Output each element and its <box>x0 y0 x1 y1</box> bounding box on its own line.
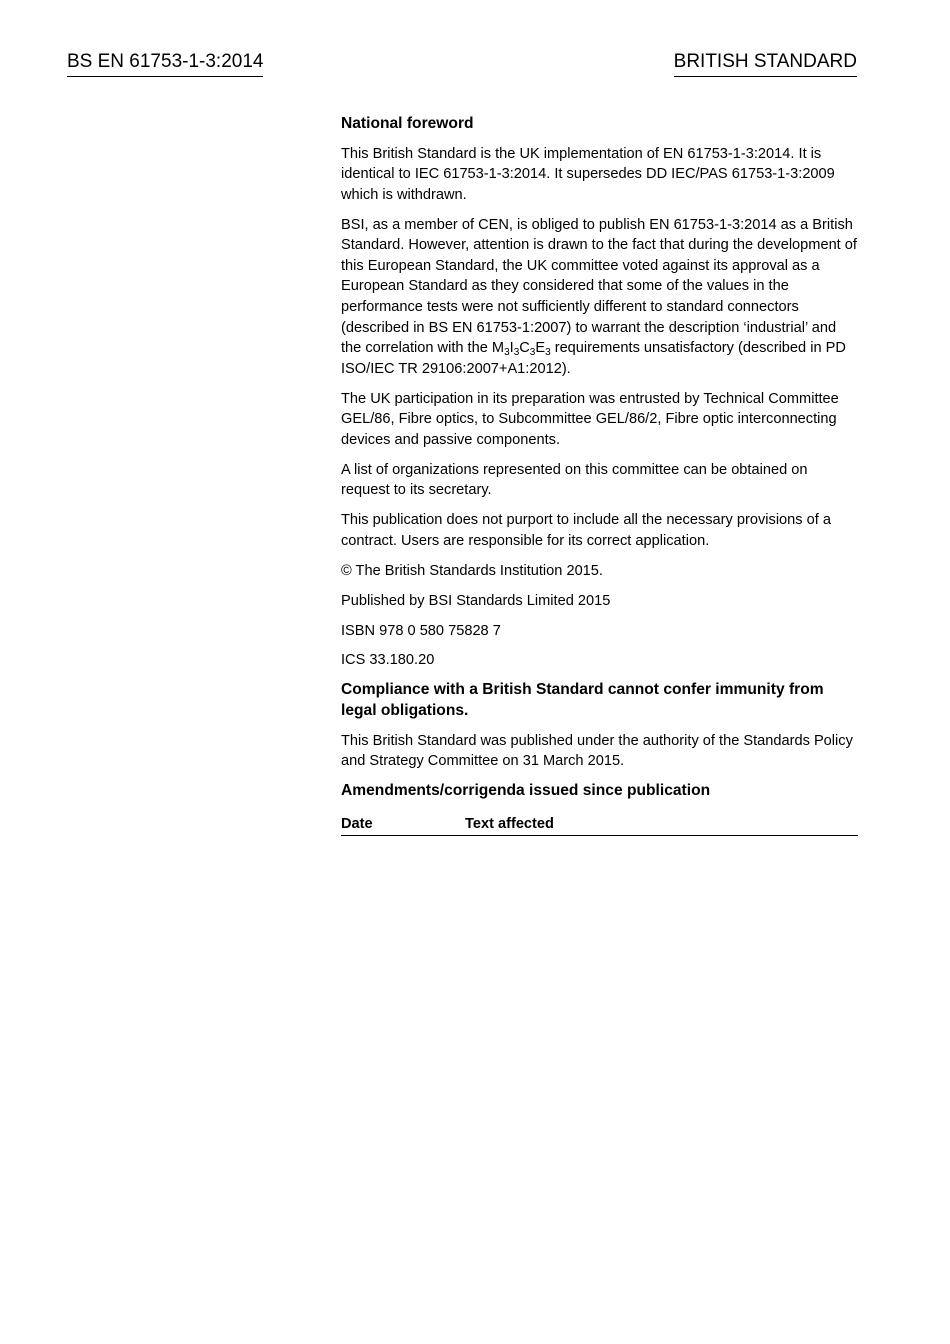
ics-line: ICS 33.180.20 <box>341 652 435 669</box>
copyright-notice: © The British Standards Institution 2015. <box>341 562 603 579</box>
e-subscript: 3 <box>545 347 551 359</box>
foreword-paragraph-committee: The UK participation in its preparation was entrusted by Technical Committee GEL/86, Fibre optics, to Subcommittee GEL/86/2, Fibre optic interconnecting devices and passive components. <box>341 390 839 448</box>
i-subscript: 3 <box>513 347 520 359</box>
foreword-paragraph-cen-obligation <box>341 215 858 380</box>
e-letter: E <box>535 340 546 357</box>
text-affected-column-header: Text affected <box>465 814 858 836</box>
m-subscript: 3 <box>504 347 510 359</box>
foreword-section <box>341 114 858 836</box>
paragraph-text-start: BSI, as a member of CEN, is obliged to publish EN 61753-1-3:2014 as a British Standard. However, attention is drawn to the fact that during the development of this European Standard, the UK committee voted against its approval as a European Standard as they considered that some of the values in the performance tests were not sufficiently different to standard connectors (described in BS EN 61753-1:2007) to warrant the description ‘industrial’ and the correlation with the <box>341 216 857 357</box>
i-letter: I <box>509 340 514 357</box>
amendments-table <box>341 814 858 836</box>
foreword-paragraph-identity: This British Standard is the UK implementation of EN 61753-1-3:2014. It is identical to IEC 61753-1-3:2014. It supersedes DD IEC/PAS 61753-1-3:2009 which is withdrawn. <box>341 145 835 203</box>
c-letter: C <box>519 340 530 357</box>
standard-type-header: BRITISH STANDARD <box>674 50 857 77</box>
foreword-title: National foreword <box>341 115 474 132</box>
c-subscript: 3 <box>529 347 536 359</box>
amendments-title: Amendments/corrigenda issued since publication <box>341 782 711 800</box>
foreword-paragraph-provisions: This publication does not purport to include all the necessary provisions of a contract. Users are responsible for its correct application. <box>341 512 831 549</box>
amendments-header-row <box>341 814 858 836</box>
m-letter: M <box>491 340 505 357</box>
foreword-paragraph-organizations: A list of organizations represented on this committee can be obtained on request to its secretary. <box>341 461 808 499</box>
paragraph-text-end: requirements unsatisfactory (described in PD ISO/IEC TR 29106:2007+A1:2012). <box>341 340 846 377</box>
publisher-line: Published by BSI Standards Limited 2015 <box>341 592 611 609</box>
compliance-note: Compliance with a British Standard cannot confer immunity from legal obligations. <box>341 681 824 719</box>
isbn-line: ISBN 978 0 580 75828 7 <box>341 622 501 639</box>
date-column-header: Date <box>341 814 465 836</box>
authority-statement: This British Standard was published under the authority of the Standards Policy and Strategy Committee on 31 March 2015. <box>341 732 853 770</box>
standard-number-header: BS EN 61753-1-3:2014 <box>67 50 263 77</box>
